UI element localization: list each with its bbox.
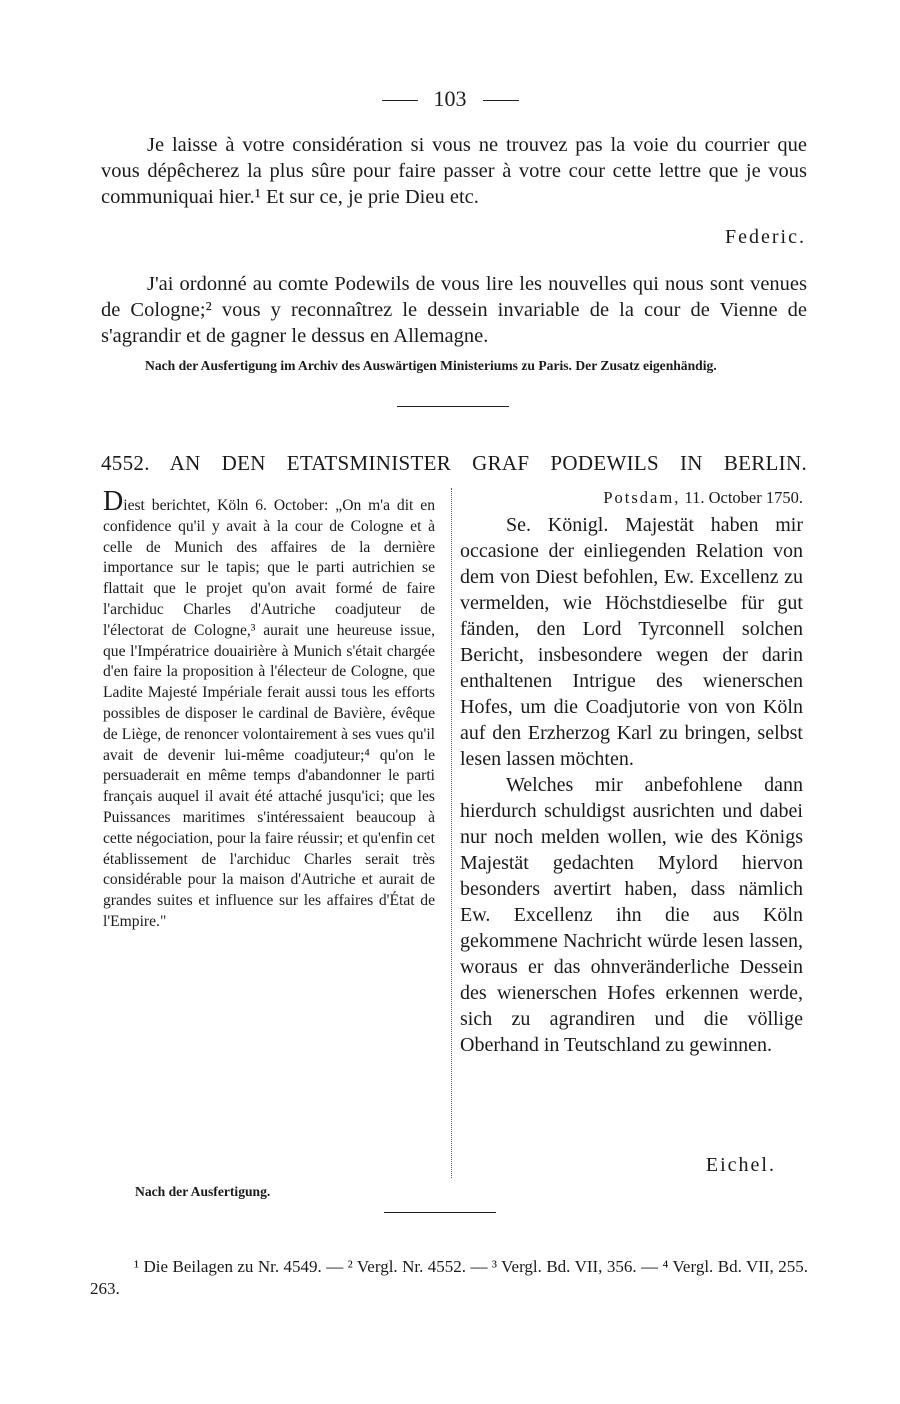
eichel-letter-column (460, 487, 803, 1058)
dateline (460, 487, 803, 509)
page-number-header (0, 86, 900, 112)
footnotes: ¹ Die Beilagen zu Nr. 4549. — ² Vergl. Nr. 4552. — ³ Vergl. Bd. VII, 356. — ⁴ Vergl. Bd. VII, 255. 263. (90, 1257, 808, 1298)
eichel-paragraph-1: Se. Königl. Majestät haben mir occasione der einliegenden Relation von dem von Diest befohlen, Ew. Excellenz zu vermelden, wie Höchstdieselbe für gut fänden, den Lord Tyrconnell solchen Bericht, insbesondere wegen der darin enthaltenen Intrigue des wienerschen Hofes, um die Coadjutorie von von Köln auf den Erzherzog Karl zu bringen, selbst lesen lassen möchten. (460, 514, 803, 770)
dateline-date: 11. October 1750. (684, 488, 803, 507)
section-divider (397, 406, 509, 407)
letter-postscript: J'ai ordonné au comte Podewils de vous lire les nouvelles qui nous sont venues de Cologne;² vous y reconnaîtrez le dessein invariable de la cour de Vienne de s'agrandir et de gagner le dessus en Allemagne. (101, 273, 807, 347)
page-number: 103 (433, 86, 467, 111)
letter-body: Je laisse à votre considération si vous ne trouvez pas la voie du courrier que vous dépêcherez la plus sûre pour faire passer à votre cour cette lettre que je vous communiquai hier.¹ Et sur ce, je prie Dieu etc. (101, 134, 807, 208)
eichel-paragraph-2: Welches mir anbefohlene dann hierdurch schuldigst ausrichten und dabei nur noch melden wollen, wie des Königs Majestät gedachten Mylord hiervon besonders avertirt haben, dass nämlich Ew. Excellenz ihn die aus Köln gekommene Nachricht würde lesen lassen, woraus er das ohnveränderliche Dessein des wienerschen Hofes erkennen werde, sich zu agrandiren und die völlige Oberhand in Teutschland zu gewinnen. (460, 774, 803, 1056)
dropcap-letter: D (103, 486, 124, 517)
eichel-letter-body (460, 512, 803, 1058)
dateline-place: Potsdam, (603, 488, 681, 507)
signature-eichel: Eichel. (705, 1154, 776, 1176)
source-note-ausfertigung: Nach der Ausfertigung. (135, 1184, 271, 1199)
source-note-archive: Nach der Ausfertigung im Archiv des Auswärtigen Ministeriums zu Paris. Der Zusatz eigenhändig. (145, 358, 717, 373)
diest-report-text: iest berichtet, Köln 6. October: „On m'a dit en confidence qu'il y avait à la cour de Cologne et à celle de Munich des affaires de la dernière importance sur le tapis; que le parti autrichien se flattait que le projet qu'on avait formé de faire l'archiduc Charles d'Autriche coadjuteur de l'électorat de Cologne,³ aurait une heureuse issue, que l'Impératrice douairière à Munich s'était chargée d'en faire la proposition à l'électeur de Cologne, que Ladite Majesté Impériale ferait aussi tous les efforts possibles de disposer le cardinal de Bavière, évêque de Liège, de renoncer volontairement à ses vues qu'il avait de devenir lui-même coadjuteur;⁴ qu'on le persuaderait en même temps d'abandonner le parti français auquel il avait été attaché jusqu'ici; que les Puissances maritimes s'intéressaient beaucoup à cette négociation, pour la faire réussir; et qu'enfin cet établissement de l'archiduc Charles serait très considérable pour la maison d'Autriche et aurait de grandes suites et influence sur les affaires d'État de l'Empire." (103, 497, 435, 930)
signature-federic: Federic. (725, 226, 806, 248)
column-separator (451, 488, 452, 1178)
document-heading: 4552. AN DEN ETATSMINISTER GRAF PODEWILS IN BERLIN. (101, 451, 807, 475)
diest-report-column (103, 486, 435, 933)
footnote-divider (384, 1212, 496, 1213)
header-dash-right (483, 100, 519, 101)
header-dash-left (382, 100, 418, 101)
